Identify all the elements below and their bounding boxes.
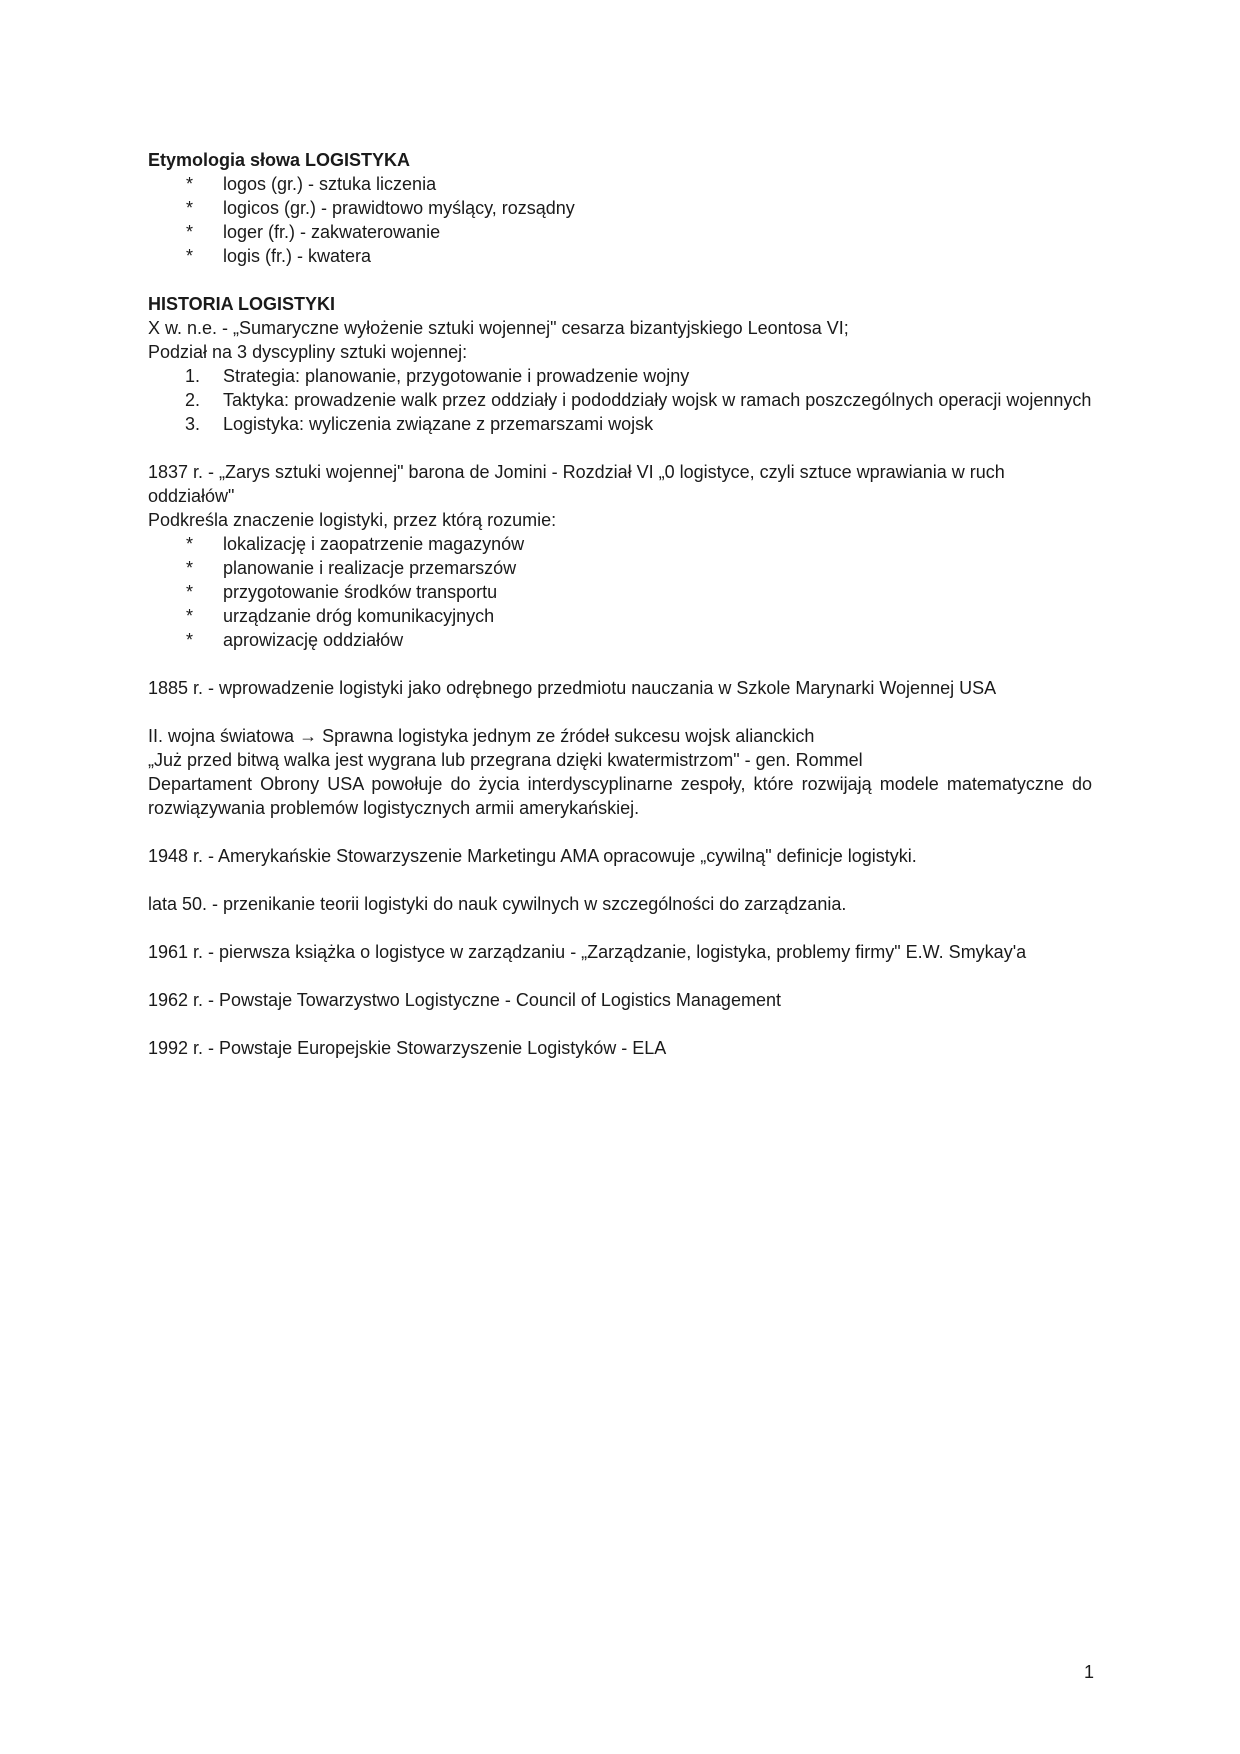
list-item: * aprowizację oddziałów [186,630,404,650]
paragraph-1992: 1992 r. - Powstaje Europejskie Stowarzyszenie Logistyków - ELA [148,1038,667,1058]
list-item: 1. Strategia: planowanie, przygotowanie i prowadzenie wojny [185,366,690,386]
bullet-marker: * [186,246,194,266]
paragraph-1885: 1885 r. - wprowadzenie logistyki jako odrębnego przedmiotu nauczania w Szkole Marynarki Wojennej USA [148,678,997,698]
bullet-marker: * [186,198,194,218]
bullet-marker: * [186,630,194,650]
list-item: 3. Logistyka: wyliczenia związane z przemarszami wojsk [185,414,654,434]
bullet-marker: * [186,174,194,194]
list-item: * przygotowanie środków transportu [186,582,498,602]
etymology-heading: Etymologia słowa LOGISTYKA [148,150,411,170]
ww2-line [148,724,1092,748]
paragraph-1948: 1948 r. - Amerykańskie Stowarzyszenie Marketingu AMA opracowuje „cywilną" definicje logistyki. [148,846,917,866]
bullet-marker: * [186,534,194,554]
history-line-leontos: X w. n.e. - „Sumaryczne wyłożenie sztuki wojennej" cesarza bizantyjskiego Leontosa VI; [148,318,849,338]
page-content [148,148,1092,1060]
history-heading: HISTORIA LOGISTYKI [148,294,336,314]
list-number: 1. [185,366,201,386]
page-number: 1 [1083,1662,1094,1682]
list-item: * logos (gr.) - sztuka liczenia [186,174,437,194]
dept-paragraph: Departament Obrony USA powołuje do życia interdyscyplinarne zespoły, które rozwijają modele matematyczne do rozwiązywania problemów logistycznych armii amerykańskiej. [148,774,1092,818]
list-item: * lokalizację i zaopatrzenie magazynów [186,534,525,554]
bullet-marker: * [186,222,194,242]
bullet-marker: * [186,558,194,578]
paragraph-1950s: lata 50. - przenikanie teorii logistyki do nauk cywilnych w szczególności do zarządzania. [148,894,847,914]
list-number: 2. [185,390,201,410]
jomini-intro: Podkreśla znaczenie logistyki, przez którą rozumie: [148,510,557,530]
list-item: * loger (fr.) - zakwaterowanie [186,222,441,242]
arrow-right-icon: → [299,726,318,746]
list-number: 3. [185,414,201,434]
list-item: * urządzanie dróg komunikacyjnych [186,606,495,626]
paragraph-1962: 1962 r. - Powstaje Towarzystwo Logistyczne - Council of Logistics Management [148,990,781,1010]
list-item: * logis (fr.) - kwatera [186,246,372,266]
bullet-marker: * [186,606,194,626]
ww2-prefix: II. wojna światowa [148,726,295,746]
list-item: * planowanie i realizacje przemarszów [186,558,517,578]
list-item: * logicos (gr.) - prawidtowo myślący, rozsądny [186,198,575,218]
paragraph-1961: 1961 r. - pierwsza książka o logistyce w zarządzaniu - „Zarządzanie, logistyka, problemy firmy" E.W. Smykay'a [148,942,1027,962]
disciplines-list [148,364,1092,436]
jomini-list [148,532,1092,652]
bullet-marker: * [186,582,194,602]
paragraph-1837: 1837 r. - „Zarys sztuki wojennej" barona de Jomini - Rozdział VI „0 logistyce, czyli sztuce wprawiania w ruch oddziałów" [148,462,1005,506]
ww2-suffix: Sprawna logistyka jednym ze źródeł sukcesu wojsk alianckich [322,726,815,746]
list-item: 2. Taktyka: prowadzenie walk przez oddziały i pododdziały wojsk w ramach poszczególnych operacji wojennych [185,390,1092,410]
etymology-list [148,172,1092,268]
history-line-disciplines: Podział na 3 dyscypliny sztuki wojennej: [148,342,468,362]
rommel-quote: „Już przed bitwą walka jest wygrana lub przegrana dzięki kwatermistrzom" - gen. Rommel [148,750,863,770]
